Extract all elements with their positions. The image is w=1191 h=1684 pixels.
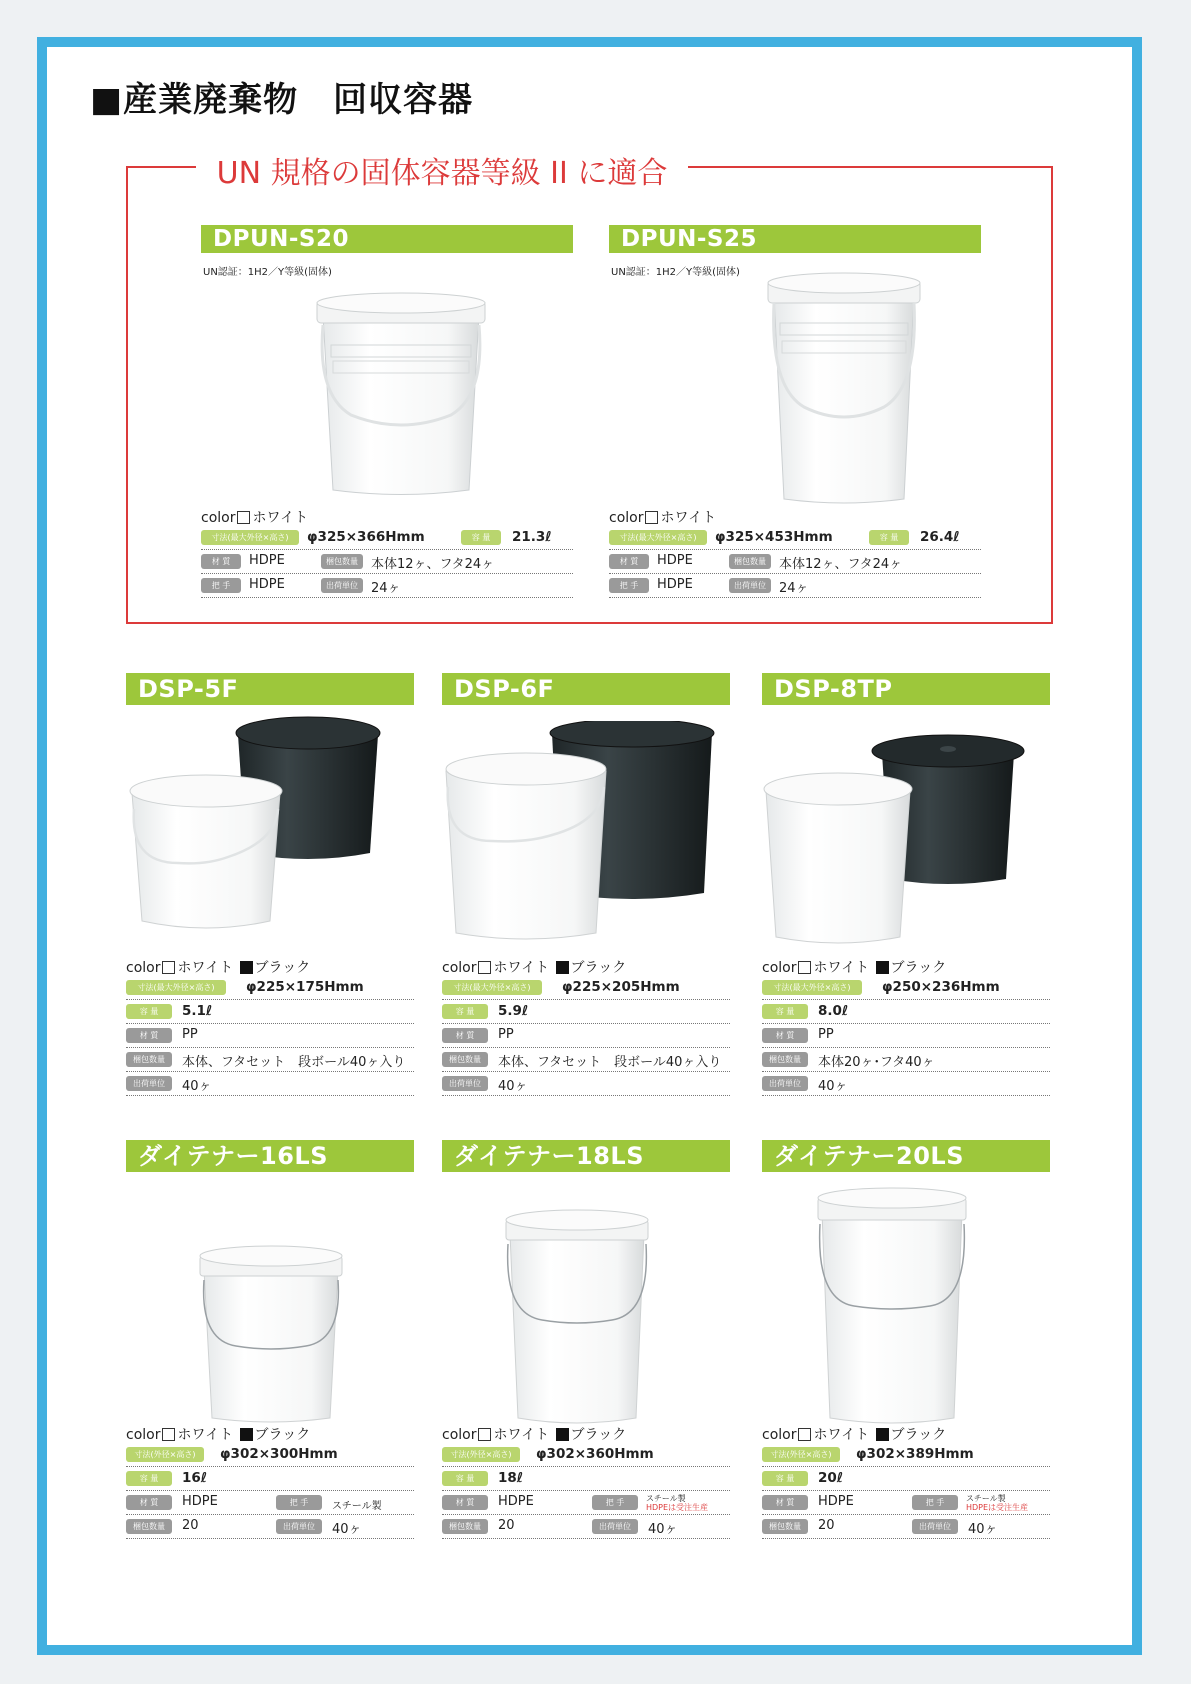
spec-row-capacity (442, 1000, 730, 1024)
spec-row-capacity (762, 1467, 1050, 1491)
capacity-label: 容 量 (442, 1004, 488, 1019)
color-label: color (442, 960, 477, 976)
black-swatch (240, 961, 253, 974)
color-options (126, 957, 310, 977)
capacity-value: 8.0ℓ (818, 1003, 849, 1019)
un-certification: UN認証：1H2／Y等級(固体) (203, 267, 332, 278)
capacity-value: 5.9ℓ (498, 1003, 529, 1019)
capacity-label: 容 量 (461, 530, 501, 545)
color-options (762, 957, 946, 977)
unit-value: 40ヶ (182, 1079, 212, 1094)
packing-value: 20 (498, 1518, 515, 1533)
spec-row-packing (442, 1048, 730, 1072)
spec-row-packing (442, 1515, 730, 1539)
handle-note (966, 1494, 1028, 1512)
capacity-label: 容 量 (762, 1004, 808, 1019)
unit-label: 出荷単位 (126, 1076, 172, 1091)
material-label: 材 質 (126, 1495, 172, 1510)
capacity-value: 18ℓ (498, 1470, 524, 1486)
spec-row-size (762, 976, 1050, 1000)
black-label: ブラック (570, 960, 627, 976)
product-dsp-5f (126, 673, 414, 1103)
pail-white-image (814, 1182, 970, 1426)
size-value: φ225×175Hmm (246, 979, 364, 995)
handle-label: 把 手 (276, 1495, 322, 1510)
material-label: 材 質 (609, 554, 649, 569)
spec-row-capacity (126, 1000, 414, 1024)
white-label: ホワイト (813, 1427, 870, 1443)
spec-row-size (442, 1443, 730, 1467)
packing-value: 本体12ヶ、フタ24ヶ (779, 557, 903, 572)
color-label: color (126, 1427, 161, 1443)
size-label: 寸法(最大外径×高さ) (201, 530, 299, 545)
color-options (201, 507, 308, 527)
material-value: HDPE (182, 1494, 218, 1509)
black-swatch (556, 1428, 569, 1441)
white-swatch (478, 1428, 491, 1441)
product-name-bar: ダイテナー18LS (442, 1140, 730, 1172)
un-box-top-right-line (688, 166, 1053, 168)
unit-value: 40ヶ (332, 1522, 362, 1537)
product-daitena-18ls (442, 1140, 730, 1540)
white-swatch (237, 511, 250, 524)
size-value: φ325×453Hmm (715, 529, 833, 545)
spec-row-size (442, 976, 730, 1000)
spec-row-size (126, 1443, 414, 1467)
product-name-bar: DSP-5F (126, 673, 414, 705)
bucket-white-image (764, 267, 924, 507)
size-value: φ302×300Hmm (220, 1446, 338, 1462)
color-options (442, 1424, 626, 1444)
material-label: 材 質 (762, 1495, 808, 1510)
spec-row-handle (201, 574, 573, 598)
packing-value: 20 (818, 1518, 835, 1533)
size-value: φ250×236Hmm (882, 979, 1000, 995)
white-label: ホワイト (493, 1427, 550, 1443)
packing-value: 本体12ヶ、フタ24ヶ (371, 557, 495, 572)
unit-label: 出荷単位 (762, 1076, 808, 1091)
size-label: 寸法(最大外径×高さ) (442, 980, 542, 995)
spec-row-unit (126, 1072, 414, 1096)
handle-label: 把 手 (592, 1495, 638, 1510)
bucket-pair-image (762, 731, 1042, 951)
size-value: φ325×366Hmm (307, 529, 425, 545)
handle-value: スチール製 (332, 1501, 382, 1512)
white-swatch (162, 1428, 175, 1441)
material-value: PP (182, 1027, 198, 1042)
unit-label: 出荷単位 (276, 1519, 322, 1534)
handle-order-note: HDPEは受注生産 (966, 1503, 1029, 1512)
capacity-label: 容 量 (126, 1471, 172, 1486)
spec-row-size (126, 976, 414, 1000)
spec-row-material (126, 1491, 414, 1515)
capacity-value: 21.3ℓ (512, 529, 552, 545)
white-swatch (478, 961, 491, 974)
capacity-value: 20ℓ (818, 1470, 844, 1486)
material-label: 材 質 (201, 554, 241, 569)
size-label: 寸法(外径×高さ) (126, 1447, 204, 1462)
white-swatch (798, 1428, 811, 1441)
spec-row-capacity (762, 1000, 1050, 1024)
white-label: ホワイト (660, 510, 717, 526)
packing-label: 梱包数量 (762, 1052, 808, 1067)
un-section-heading: UN 規格の固体容器等級 II に適合 (216, 156, 668, 191)
handle-label: 把 手 (912, 1495, 958, 1510)
packing-value: 本体、フタセット 段ボール40ヶ入り (498, 1055, 722, 1070)
unit-value: 24ヶ (779, 581, 809, 596)
color-label: color (126, 960, 161, 976)
unit-value: 40ヶ (648, 1522, 678, 1537)
size-value: φ225×205Hmm (562, 979, 680, 995)
spec-row-capacity (126, 1467, 414, 1491)
capacity-label: 容 量 (869, 530, 909, 545)
bucket-pair-image (128, 713, 398, 935)
black-swatch (240, 1428, 253, 1441)
capacity-value: 5.1ℓ (182, 1003, 213, 1019)
size-label: 寸法(外径×高さ) (762, 1447, 840, 1462)
pail-white-image (196, 1240, 346, 1424)
size-label: 寸法(最大外径×高さ) (126, 980, 226, 995)
color-options (126, 1424, 310, 1444)
material-value: HDPE (818, 1494, 854, 1509)
packing-label: 梱包数量 (729, 554, 771, 569)
packing-value: 本体、フタセット 段ボール40ヶ入り (182, 1055, 406, 1070)
spec-row-material (126, 1024, 414, 1048)
size-label: 寸法(外径×高さ) (442, 1447, 520, 1462)
black-label: ブラック (890, 960, 947, 976)
product-name-bar: DPUN-S20 (201, 225, 573, 253)
color-options (762, 1424, 946, 1444)
unit-label: 出荷単位 (912, 1519, 958, 1534)
white-label: ホワイト (252, 510, 309, 526)
unit-value: 24ヶ (371, 581, 401, 596)
color-options (442, 957, 626, 977)
material-value: HDPE (657, 553, 693, 568)
material-value: PP (498, 1027, 514, 1042)
spec-row-material (442, 1024, 730, 1048)
spec-row-packing (762, 1048, 1050, 1072)
spec-row-material (442, 1491, 730, 1515)
black-label: ブラック (570, 1427, 627, 1443)
handle-value: スチール製 (646, 1494, 686, 1503)
packing-label: 梱包数量 (321, 554, 363, 569)
product-name-bar: DPUN-S25 (609, 225, 981, 253)
spec-row-size (609, 526, 981, 550)
spec-row-material (762, 1491, 1050, 1515)
color-label: color (762, 1427, 797, 1443)
product-name-bar: ダイテナー20LS (762, 1140, 1050, 1172)
product-daitena-16ls (126, 1140, 414, 1540)
packing-label: 梱包数量 (442, 1052, 488, 1067)
white-label: ホワイト (177, 1427, 234, 1443)
handle-value: HDPE (657, 577, 693, 592)
black-swatch (556, 961, 569, 974)
bucket-pair-image (442, 721, 722, 943)
material-value: HDPE (498, 1494, 534, 1509)
color-label: color (762, 960, 797, 976)
black-swatch (876, 1428, 889, 1441)
material-value: HDPE (249, 553, 285, 568)
product-dpun-s20 (201, 225, 573, 596)
unit-label: 出荷単位 (592, 1519, 638, 1534)
unit-value: 40ヶ (498, 1079, 528, 1094)
material-label: 材 質 (442, 1028, 488, 1043)
spec-row-handle (609, 574, 981, 598)
packing-value: 本体20ヶ･フタ40ヶ (818, 1055, 935, 1070)
size-value: φ302×360Hmm (536, 1446, 654, 1462)
handle-value: HDPE (249, 577, 285, 592)
packing-label: 梱包数量 (762, 1519, 808, 1534)
black-swatch (876, 961, 889, 974)
spec-row-packing (762, 1515, 1050, 1539)
packing-label: 梱包数量 (442, 1519, 488, 1534)
page-title: ■産業廃棄物 回収容器 (90, 80, 474, 120)
product-dsp-8tp (762, 673, 1050, 1103)
product-dsp-6f (442, 673, 730, 1103)
product-name-bar: DSP-6F (442, 673, 730, 705)
pail-white-image (502, 1204, 652, 1426)
black-label: ブラック (254, 1427, 311, 1443)
color-options (609, 507, 716, 527)
handle-value: スチール製 (966, 1494, 1006, 1503)
product-dpun-s25 (609, 225, 981, 596)
bucket-white-image (311, 285, 491, 497)
white-swatch (162, 961, 175, 974)
material-value: PP (818, 1027, 834, 1042)
handle-order-note: HDPEは受注生産 (646, 1503, 709, 1512)
unit-value: 40ヶ (818, 1079, 848, 1094)
product-daitena-20ls (762, 1140, 1050, 1540)
product-name-bar: ダイテナー16LS (126, 1140, 414, 1172)
spec-row-size (201, 526, 573, 550)
material-label: 材 質 (442, 1495, 488, 1510)
unit-label: 出荷単位 (442, 1076, 488, 1091)
unit-label: 出荷単位 (321, 578, 363, 593)
capacity-value: 16ℓ (182, 1470, 208, 1486)
size-label: 寸法(最大外径×高さ) (609, 530, 707, 545)
handle-note (646, 1494, 708, 1512)
white-label: ホワイト (177, 960, 234, 976)
size-value: φ302×389Hmm (856, 1446, 974, 1462)
black-label: ブラック (890, 1427, 947, 1443)
un-box-top-left-line (126, 166, 196, 168)
color-label: color (609, 510, 644, 526)
size-label: 寸法(最大外径×高さ) (762, 980, 862, 995)
spec-row-unit (762, 1072, 1050, 1096)
spec-row-material (762, 1024, 1050, 1048)
handle-label: 把 手 (609, 578, 649, 593)
color-label: color (442, 1427, 477, 1443)
capacity-value: 26.4ℓ (920, 529, 960, 545)
spec-row-unit (442, 1072, 730, 1096)
capacity-label: 容 量 (442, 1471, 488, 1486)
spec-row-capacity (442, 1467, 730, 1491)
unit-label: 出荷単位 (729, 578, 771, 593)
black-label: ブラック (254, 960, 311, 976)
white-label: ホワイト (493, 960, 550, 976)
packing-label: 梱包数量 (126, 1052, 172, 1067)
white-swatch (645, 511, 658, 524)
spec-row-packing (126, 1048, 414, 1072)
un-certification: UN認証：1H2／Y等級(固体) (611, 267, 740, 278)
spec-row-material (201, 550, 573, 574)
product-name-bar: DSP-8TP (762, 673, 1050, 705)
packing-value: 20 (182, 1518, 199, 1533)
spec-row-size (762, 1443, 1050, 1467)
unit-value: 40ヶ (968, 1522, 998, 1537)
white-swatch (798, 961, 811, 974)
capacity-label: 容 量 (126, 1004, 172, 1019)
spec-row-material (609, 550, 981, 574)
material-label: 材 質 (126, 1028, 172, 1043)
white-label: ホワイト (813, 960, 870, 976)
color-label: color (201, 510, 236, 526)
material-label: 材 質 (762, 1028, 808, 1043)
packing-label: 梱包数量 (126, 1519, 172, 1534)
spec-row-packing (126, 1515, 414, 1539)
capacity-label: 容 量 (762, 1471, 808, 1486)
handle-label: 把 手 (201, 578, 241, 593)
